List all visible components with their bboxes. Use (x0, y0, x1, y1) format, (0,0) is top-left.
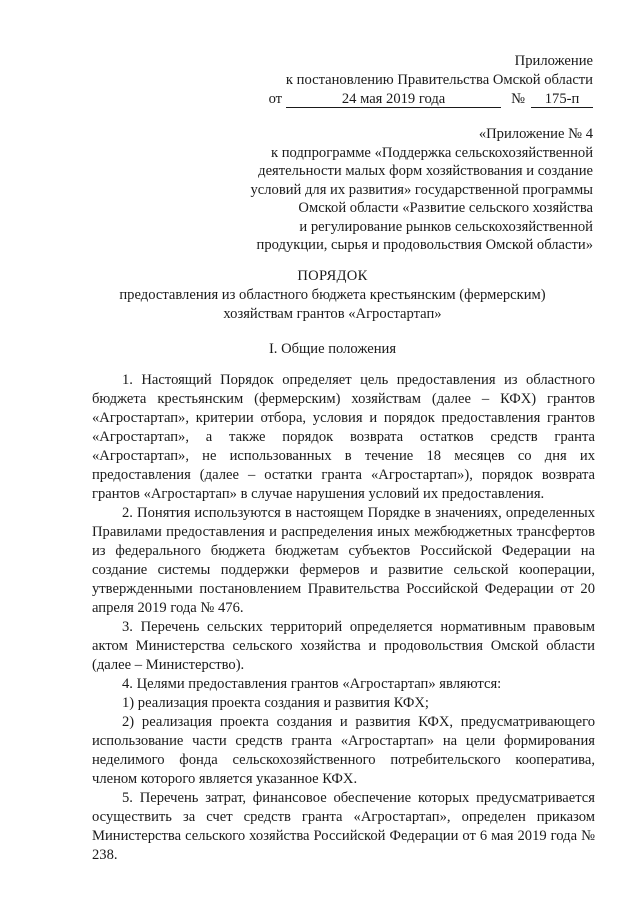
paragraph: 1. Настоящий Порядок определяет цель предоставления из областного бюджета крестьянским (фермерским) хозяйствам (далее – КФХ) грантов «Агростартап», критерии отбора, условия и порядок предоставления грантов «Агростартап», а также порядок возврата остатков средств гранта «Агростартап», не использованных в течение 18 месяцев со дня их предоставления (далее – остатки гранта «Агростартап»), порядок возврата грантов «Агростартап» в случае нарушения условий их предоставления. (92, 372, 595, 502)
appendix-header (253, 52, 593, 109)
annex4-line: условий для их развития» государственной программы (250, 181, 593, 198)
annex4-line: «Приложение № 4 (478, 126, 593, 142)
section-heading: I. Общие положения (268, 341, 397, 357)
paragraph: 5. Перечень затрат, финансовое обеспечение которых предусматривается осуществить за счет средств гранта «Агростартап», определен приказом Министерства сельского хозяйства Российской Федерации от 6 мая 2019 года № 238. (92, 790, 595, 863)
paragraph: 2) реализация проекта создания и развития КФХ, предусматривающего использование части средств гранта «Агростартап» на цели формирования неделимого фонда сельскохозяйственного потребительского кооператива, членом которого является указанное КФХ. (92, 714, 595, 787)
date-prefix: от (268, 91, 283, 107)
appendix-date-line (253, 90, 593, 109)
resolution-date: 24 мая 2019 года (286, 92, 501, 108)
paragraph: 3. Перечень сельских территорий определяется нормативным правовым актом Министерства сельского хозяйства и продовольствия Омской области (далее – Министерство). (92, 619, 595, 673)
appendix-resolution-ref: к постановлению Правительства Омской области (285, 72, 593, 88)
paragraph: 2. Понятия используются в настоящем Порядке в значениях, определенных Правилами предоставления и распределения иных межбюджетных трансфертов из федерального бюджета бюджетам субъектов Российской Федерации на создание системы поддержки фермеров и развитие сельской кооперации, утвержденными постановлением Правительства Российской Федерации от 20 апреля 2019 года № 476. (92, 505, 595, 616)
annex4-line: к подпрограмме «Поддержка сельскохозяйственной (270, 144, 593, 161)
resolution-number: 175-п (531, 92, 593, 108)
annex4-line: продукции, сырья и продовольствия Омской области» (256, 237, 593, 253)
paragraph: 4. Целями предоставления грантов «Агростартап» являются: (122, 676, 502, 692)
document-title-block (72, 267, 593, 324)
annex4-line: и регулирование рынков сельскохозяйственной (299, 218, 593, 235)
document-body (92, 371, 595, 865)
document-subtitle-line: хозяйствам грантов «Агростартап» (223, 306, 442, 322)
paragraph: 1) реализация проекта создания и развития КФХ; (122, 695, 429, 711)
annex4-line: деятельности малых форм хозяйствования и создание (258, 163, 593, 179)
document-subtitle-line: предоставления из областного бюджета крестьянским (фермерским) (119, 287, 546, 303)
annex4-line: Омской области «Развитие сельского хозяйства (298, 200, 593, 216)
number-sign: № (511, 91, 525, 107)
appendix-title: Приложение (514, 53, 593, 69)
document-title: ПОРЯДОК (297, 268, 368, 284)
annex4-header (213, 125, 593, 255)
